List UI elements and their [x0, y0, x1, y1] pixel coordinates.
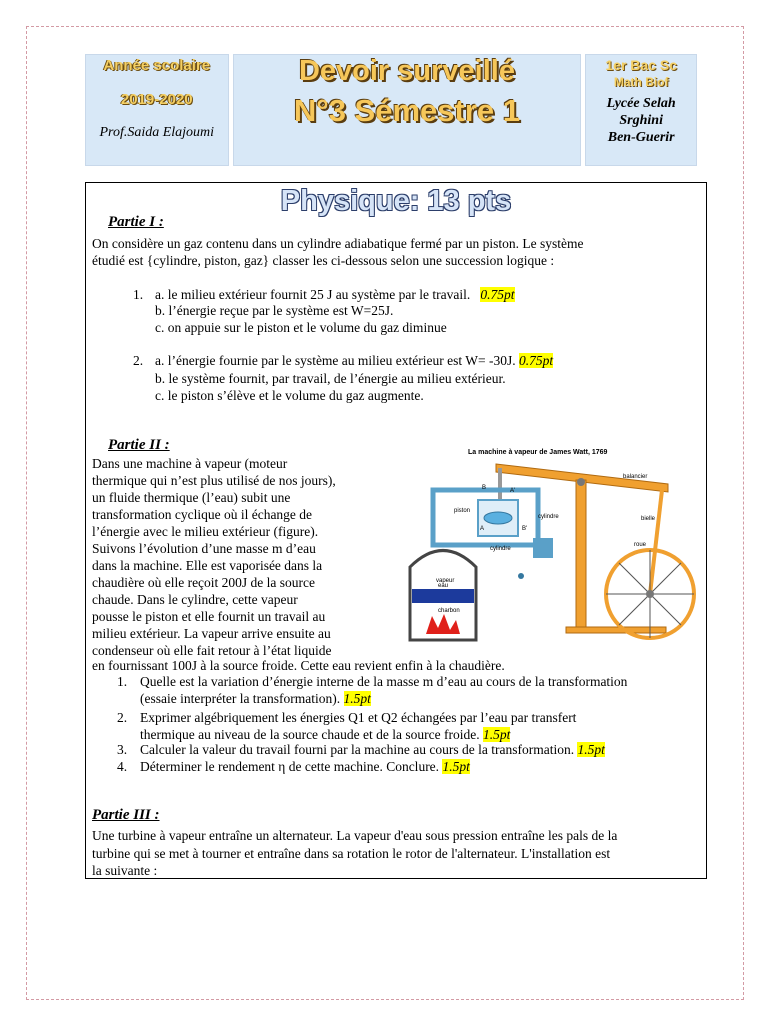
teacher-name: Prof.Saida Elajoumi	[99, 125, 215, 140]
part3-line: turbine qui se met à tourner et entraîne dans sa rotation le rotor de l'alternateur. L'installation est	[92, 846, 611, 861]
part2-text-line: chaudière où elle reçoit 200J de la source	[92, 575, 316, 590]
item-text: a. l’énergie fournie par le système au milieu extérieur est W= -30J.	[155, 353, 516, 368]
beam-base	[566, 627, 666, 633]
question-number: 1.	[117, 674, 128, 689]
class-level: 1er Bac Sc	[605, 57, 677, 73]
part1-intro-line: étudié est {cylindre, piston, gaz} classer les ci-dessous selon une succession logique :	[92, 253, 555, 268]
section-title: Physique: 13 pts	[280, 185, 512, 217]
connecting-rod	[650, 490, 662, 594]
list-item: c. on appuie sur le piston et le volume du gaz diminue	[155, 320, 447, 335]
points-badge: 0.75pt	[480, 287, 515, 302]
question-text	[140, 758, 470, 775]
question-text	[140, 709, 576, 726]
boiler-water	[412, 589, 474, 603]
label-piston: piston	[454, 508, 471, 514]
part2-title: Partie II :	[108, 437, 170, 453]
part2-text-line: milieu extérieur. La vapeur arrive ensuite au	[92, 626, 331, 641]
label-balancier: balancier	[623, 474, 648, 480]
part2-text-line: thermique qui n’est plus utilisé de nos jours),	[92, 473, 336, 488]
points-badge: 1.5pt	[343, 691, 371, 706]
label-A: A	[480, 526, 485, 532]
school-year-value: 2019-2020	[120, 91, 193, 108]
part2-text-line: condenseur où elle fait retour à l’état liquide	[92, 643, 332, 658]
list-item: c. le piston s’élève et le volume du gaz augmente.	[155, 388, 424, 403]
question-number: 2.	[117, 710, 128, 725]
question-line: Calculer la valeur du travail fourni par la machine au cours de la transformation.	[140, 742, 575, 757]
question-text	[140, 690, 371, 707]
part2-text-line: pousse le piston et elle fournit un travail au	[92, 609, 326, 624]
school-line: Srghini	[619, 113, 663, 128]
label-roue: roue	[634, 542, 647, 548]
list-item: b. l’énergie reçue par le système est W=25J.	[155, 303, 394, 318]
question-number: 3.	[117, 742, 128, 757]
list-number: 2.	[133, 353, 144, 368]
part2-text-line: transformation cyclique où il échange de	[92, 507, 313, 522]
steam-engine-figure	[398, 442, 696, 642]
list-item	[155, 286, 515, 303]
list-item: b. le système fournit, par travail, de l’énergie au milieu extérieur.	[155, 371, 506, 386]
label-B-prime: B'	[522, 526, 528, 532]
pivot-icon	[577, 478, 585, 486]
label-bielle: bielle	[641, 516, 656, 522]
part2-last-line: en fournissant 100J à la source froide. Cette eau revient enfin à la chaudière.	[92, 658, 505, 673]
part3-line: la suivante :	[92, 863, 158, 878]
label-eau: eau	[438, 583, 449, 589]
label-A-prime: A'	[510, 488, 516, 494]
header-left	[85, 54, 229, 166]
piston-shape	[484, 512, 512, 524]
points-badge: 1.5pt	[482, 727, 511, 742]
school-year-label: Année scolaire	[103, 57, 211, 74]
header-right	[585, 54, 697, 166]
question-text	[140, 741, 605, 758]
points-badge: 0.75pt	[519, 353, 554, 368]
exam-subtitle: N°3 Sémestre 1	[293, 93, 520, 128]
exam-title: Devoir surveillé	[298, 55, 515, 87]
part3-line: Une turbine à vapeur entraîne un alternateur. La vapeur d'eau sous pression entraîne les pals de la	[92, 828, 618, 843]
list-number: 1.	[133, 287, 144, 302]
label-cylindre: cylindre	[538, 514, 559, 520]
part2-text-line: chaude. Dans le cylindre, cette vapeur	[92, 592, 298, 607]
part2-text-line: Suivons l’évolution d’une masse m d’eau	[92, 541, 316, 556]
wheel-hub	[646, 590, 654, 598]
class-option: Math Biof	[613, 75, 669, 89]
question-line: Quelle est la variation d’énergie interne de la masse m d’eau au cours de la transformation	[140, 674, 628, 689]
part2-text-line: Dans une machine à vapeur (moteur	[92, 456, 288, 471]
part2-text-line: l’énergie avec le milieu extérieur (figure).	[92, 524, 319, 539]
part1-title: Partie I :	[108, 214, 164, 230]
header-center	[233, 54, 582, 166]
question-text	[140, 673, 627, 690]
list-item	[155, 352, 553, 369]
item-text: a. le milieu extérieur fournit 25 J au système par le travail.	[155, 287, 471, 302]
condenser	[533, 538, 553, 558]
water-drop-icon	[518, 573, 524, 579]
question-line: thermique au niveau de la source chaude et de la source froide.	[140, 727, 480, 742]
question-line: Exprimer algébriquement les énergies Q1 et Q2 échangées par l’eau par transfert	[140, 710, 577, 725]
school-name	[586, 95, 696, 146]
question-line: Déterminer le rendement η de cette machine. Conclure.	[140, 759, 440, 774]
part2-text-line: un fluide thermique (l’eau) subit une	[92, 490, 291, 505]
part1-intro-line: On considère un gaz contenu dans un cylindre adiabatique fermé par un piston. Le système	[92, 236, 584, 251]
part2-text-line: dans la machine. Elle est vaporisée dans la	[92, 558, 323, 573]
points-badge: 1.5pt	[577, 742, 605, 757]
points-badge: 1.5pt	[442, 759, 470, 774]
label-cylindre-2: cylindre	[490, 546, 511, 552]
label-B: B	[482, 485, 487, 491]
question-number: 4.	[117, 759, 128, 774]
header	[85, 54, 697, 166]
question-line: (essaie interpréter la transformation).	[140, 691, 341, 706]
label-charbon: charbon	[438, 608, 460, 614]
school-line: Lycée Selah	[606, 96, 676, 111]
part3-title: Partie III :	[92, 807, 160, 823]
figure-title: La machine à vapeur de James Watt, 1769	[468, 449, 608, 456]
label-vapeur: vapeur	[436, 578, 455, 584]
school-line: Ben-Guerir	[607, 130, 675, 145]
beam-post	[576, 480, 586, 630]
